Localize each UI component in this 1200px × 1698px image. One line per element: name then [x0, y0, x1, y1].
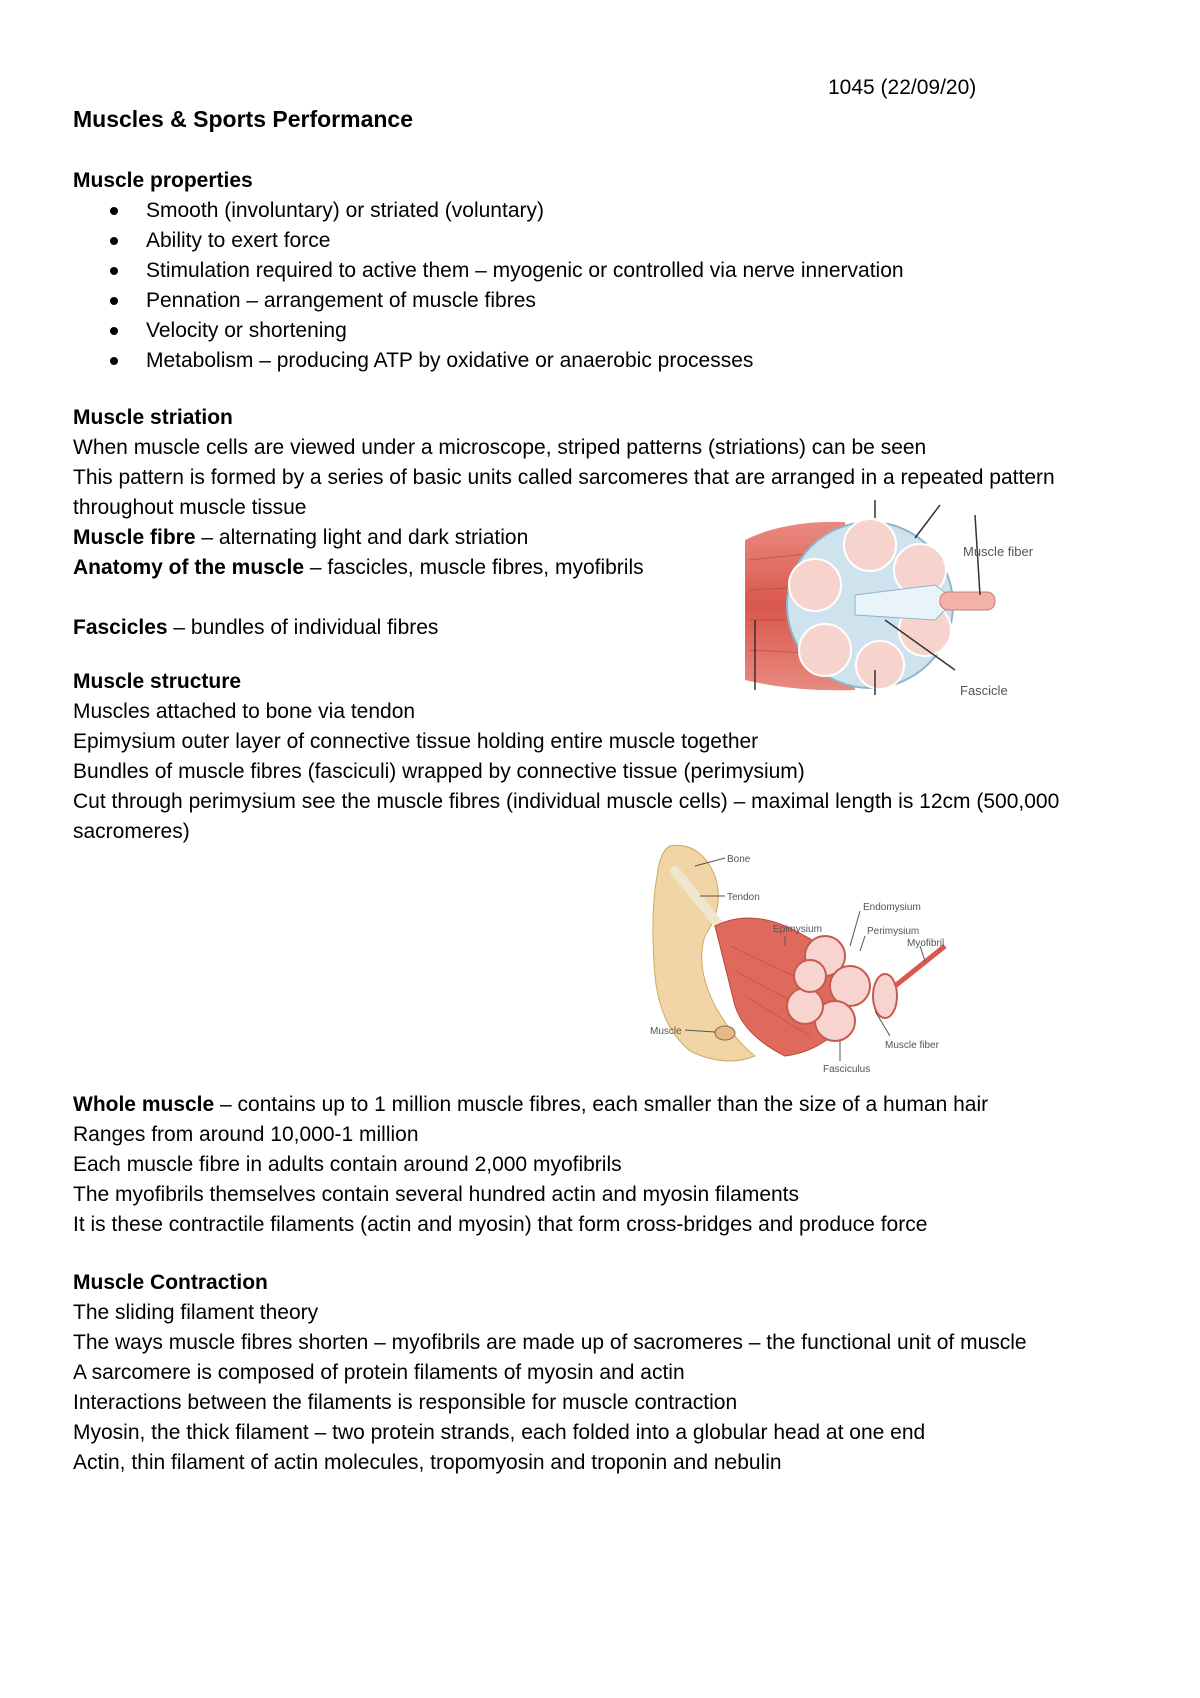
heading-muscle-properties: Muscle properties [73, 169, 253, 192]
list-item: Velocity or shortening [73, 316, 1133, 346]
page-title: Muscles & Sports Performance [73, 106, 414, 132]
paragraph-line: Epimysium outer layer of connective tissue holding entire muscle together [73, 730, 759, 753]
paragraph-line: Interactions between the filaments is responsible for muscle contraction [73, 1391, 738, 1414]
list-item: Stimulation required to active them – myogenic or controlled via nerve innervation [73, 256, 1133, 286]
paragraph-line: The ways muscle fibres shorten – myofibrils are made up of sacromeres – the functional unit of muscle [73, 1331, 1027, 1354]
paragraph-line: This pattern is formed by a series of basic units called sarcomeres that are arranged in a repeated pattern throughout muscle tissue [73, 466, 1055, 519]
term-fascicles: Fascicles [73, 616, 168, 639]
muscle-anatomy-diagram [645, 836, 965, 1076]
paragraph-line: The myofibrils themselves contain several hundred actin and myosin filaments [73, 1183, 800, 1206]
section-muscle-structure [73, 667, 1133, 847]
label-bone: Bone [727, 854, 751, 865]
list-item: Ability to exert force [73, 226, 1133, 256]
paragraph-line: Each muscle fibre in adults contain around 2,000 myofibrils [73, 1153, 622, 1176]
paragraph-line: A sarcomere is composed of protein filaments of myosin and actin [73, 1361, 685, 1384]
page-reference: 1045 (22/09/20) [828, 76, 977, 99]
term-whole-muscle: Whole muscle [73, 1093, 215, 1116]
section-whole-muscle [73, 1090, 1133, 1240]
label-perimysium: Perimysium [867, 926, 920, 937]
label-myofibril: Myofibril [907, 938, 945, 949]
definition-text: – alternating light and dark striation [195, 526, 529, 549]
label-fasciculus: Fasciculus [823, 1064, 871, 1075]
muscle-anatomy-figure [645, 836, 965, 1076]
paragraph-line: The sliding filament theory [73, 1301, 319, 1324]
definition-text: – contains up to 1 million muscle fibres, each smaller than the size of a human hair [214, 1093, 989, 1116]
label-epimysium: Epimysium [773, 924, 822, 935]
heading-muscle-contraction: Muscle Contraction [73, 1271, 268, 1294]
label-fascicle: Fascicle [960, 683, 1008, 698]
paragraph-line: Cut through perimysium see the muscle fibres (individual muscle cells) – maximal length is 12cm (500,000 sacromeres) [73, 790, 1060, 843]
term-anatomy: Anatomy of the muscle [73, 556, 305, 579]
paragraph-line: It is these contractile filaments (actin and myosin) that form cross-bridges and produce force [73, 1213, 928, 1236]
list-item: Pennation – arrangement of muscle fibres [73, 286, 1133, 316]
paragraph-line: Muscles attached to bone via tendon [73, 700, 416, 723]
label-muscle: Muscle [650, 1026, 682, 1037]
section-muscle-properties [73, 166, 1133, 376]
section-muscle-contraction [73, 1268, 1133, 1478]
label-muscle-fiber: Muscle fiber [885, 1040, 939, 1051]
label-tendon: Tendon [727, 892, 760, 903]
properties-list [73, 196, 1133, 376]
paragraph-line: Actin, thin filament of actin molecules, tropomyosin and troponin and nebulin [73, 1451, 782, 1474]
heading-muscle-striation: Muscle striation [73, 406, 233, 429]
paragraph-line: Myosin, the thick filament – two protein strands, each folded into a globular head at one end [73, 1421, 926, 1444]
whole-muscle-line [73, 1090, 1133, 1120]
list-item: Smooth (involuntary) or striated (voluntary) [73, 196, 1133, 226]
paragraph-line: Bundles of muscle fibres (fasciculi) wrapped by connective tissue (perimysium) [73, 760, 805, 783]
term-muscle-fibre: Muscle fibre [73, 526, 196, 549]
label-endomysium: Endomysium [863, 902, 921, 913]
list-item: Metabolism – producing ATP by oxidative or anaerobic processes [73, 346, 1133, 376]
heading-muscle-structure: Muscle structure [73, 670, 242, 693]
paragraph-line: When muscle cells are viewed under a microscope, striped patterns (striations) can be seen [73, 436, 927, 459]
definition-text: – bundles of individual fibres [167, 616, 439, 639]
definition-text: – fascicles, muscle fibres, myofibrils [304, 556, 644, 579]
label-muscle-fiber: Muscle fiber [963, 544, 1034, 559]
paragraph-line: Ranges from around 10,000-1 million [73, 1123, 419, 1146]
